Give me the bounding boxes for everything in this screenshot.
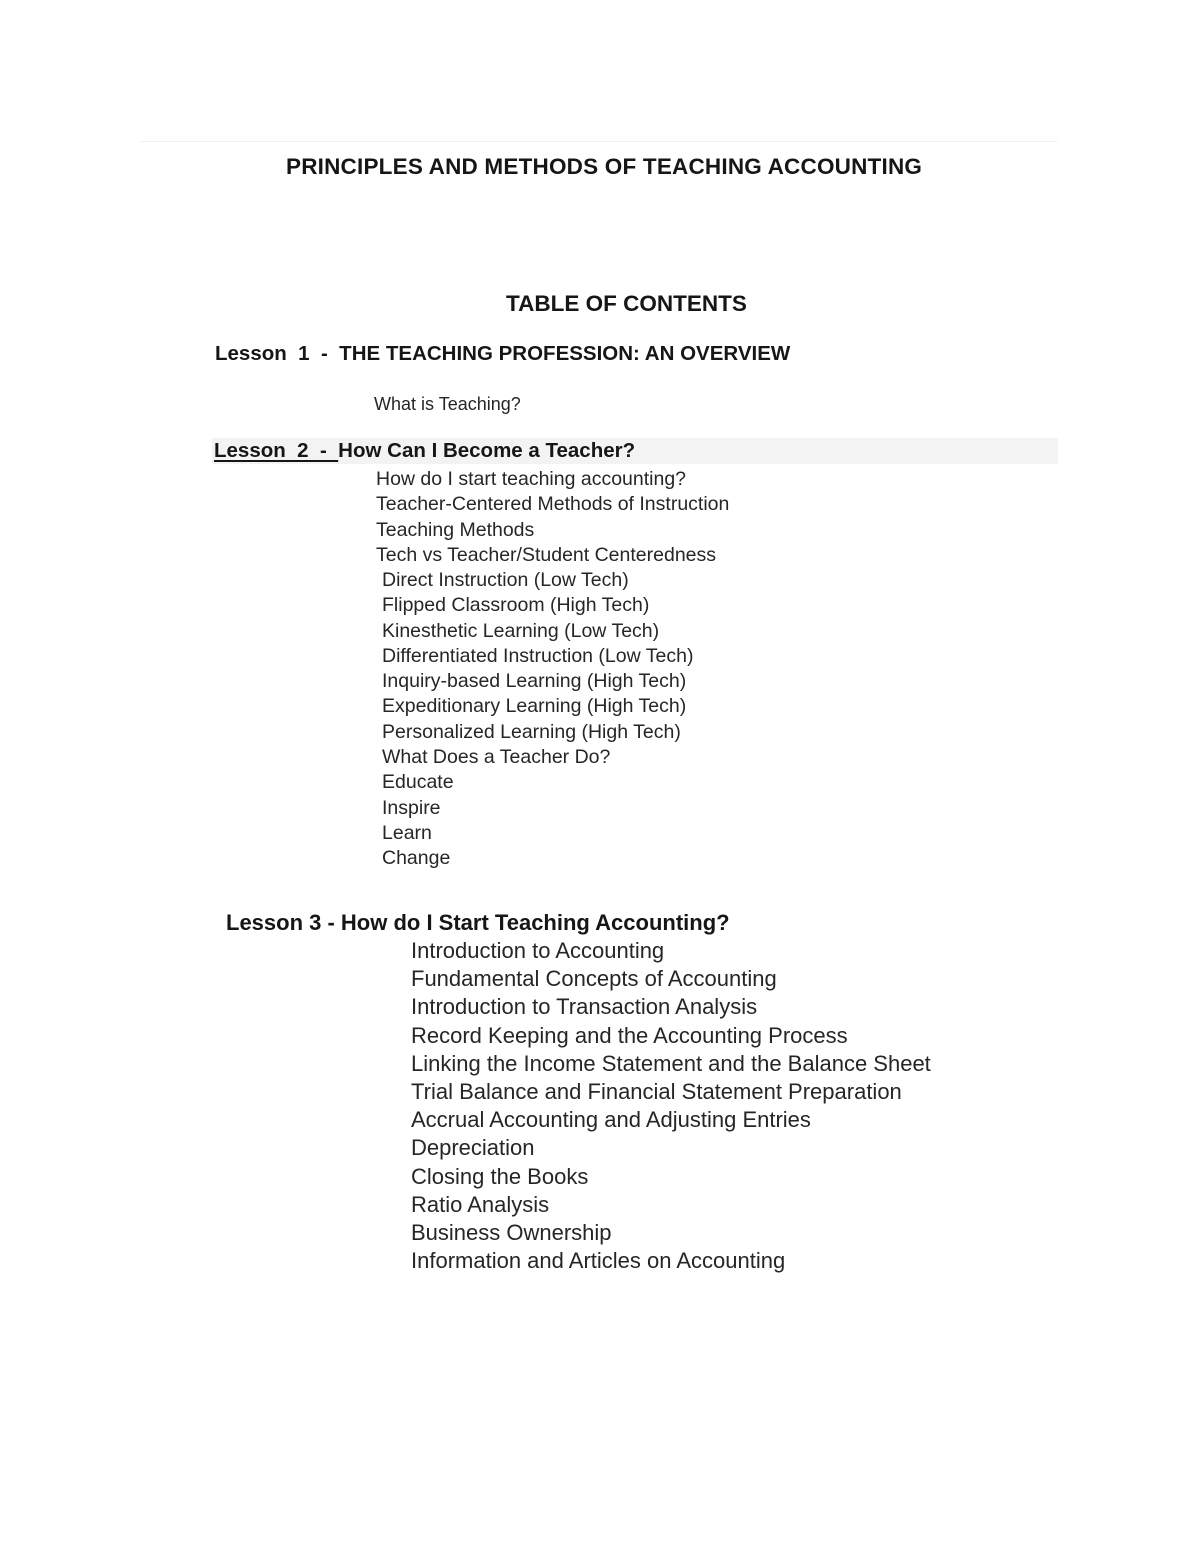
toc-item: Trial Balance and Financial Statement Preparation (411, 1079, 902, 1105)
toc-item: Introduction to Accounting (411, 938, 665, 963)
toc-item: Inquiry-based Learning (High Tech) (382, 670, 687, 693)
toc-item: Differentiated Instruction (Low Tech) (382, 644, 694, 667)
lesson-3-heading (226, 910, 730, 936)
toc-item: Kinesthetic Learning (Low Tech) (382, 619, 660, 642)
toc-item: Business Ownership (411, 1220, 612, 1246)
toc-item: Personalized Learning (High Tech) (382, 720, 681, 743)
toc-item: What Does a Teacher Do? (382, 746, 611, 769)
toc-heading: TABLE OF CONTENTS (506, 291, 747, 316)
toc-item: Fundamental Concepts of Accounting (411, 966, 777, 992)
toc-item: Inspire (382, 796, 441, 819)
toc-item: Linking the Income Statement and the Balance Sheet (411, 1050, 931, 1076)
lesson-1-title: THE TEACHING PROFESSION: AN OVERVIEW (339, 342, 791, 365)
toc-item: Teacher-Centered Methods of Instruction (376, 493, 730, 516)
toc-item: Tech vs Teacher/Student Centeredness (376, 543, 717, 566)
lesson-3-prefix: Lesson 3 - (226, 910, 341, 935)
toc-item: Information and Articles on Accounting (411, 1248, 786, 1274)
toc-item: Change (382, 847, 451, 870)
document-title: PRINCIPLES AND METHODS OF TEACHING ACCOUNTING (286, 154, 923, 179)
lesson-2-heading (214, 439, 635, 463)
toc-item: Depreciation (411, 1135, 535, 1161)
lesson-2-items-primary (376, 467, 729, 568)
toc-item: Introduction to Transaction Analysis (411, 994, 758, 1020)
lesson-2-items-secondary (382, 568, 693, 872)
lesson-2-prefix: Lesson 2 - (214, 439, 339, 462)
toc-item: Educate (382, 771, 454, 794)
lesson-3-items (411, 937, 931, 1275)
toc-item: Teaching Methods (376, 518, 535, 541)
toc-item: Record Keeping and the Accounting Process (411, 1022, 848, 1048)
toc-item: What is Teaching? (374, 394, 521, 414)
lesson-1-prefix: Lesson 1 - (215, 342, 340, 365)
lesson-2-title: How Can I Become a Teacher? (338, 439, 636, 462)
toc-item: Learn (382, 821, 432, 844)
lesson-1-heading (215, 342, 790, 366)
lesson-1-items (374, 393, 521, 415)
toc-item: Closing the Books (411, 1163, 589, 1189)
toc-item: Direct Instruction (Low Tech) (382, 569, 629, 591)
toc-item: Expeditionary Learning (High Tech) (382, 695, 687, 718)
toc-item: Ratio Analysis (411, 1191, 550, 1217)
lesson-3-title: How do I Start Teaching Accounting? (340, 910, 730, 935)
header-rule (140, 141, 1058, 142)
toc-item: Flipped Classroom (High Tech) (382, 594, 650, 617)
toc-item: How do I start teaching accounting? (376, 468, 687, 490)
toc-item: Accrual Accounting and Adjusting Entries (411, 1107, 811, 1133)
